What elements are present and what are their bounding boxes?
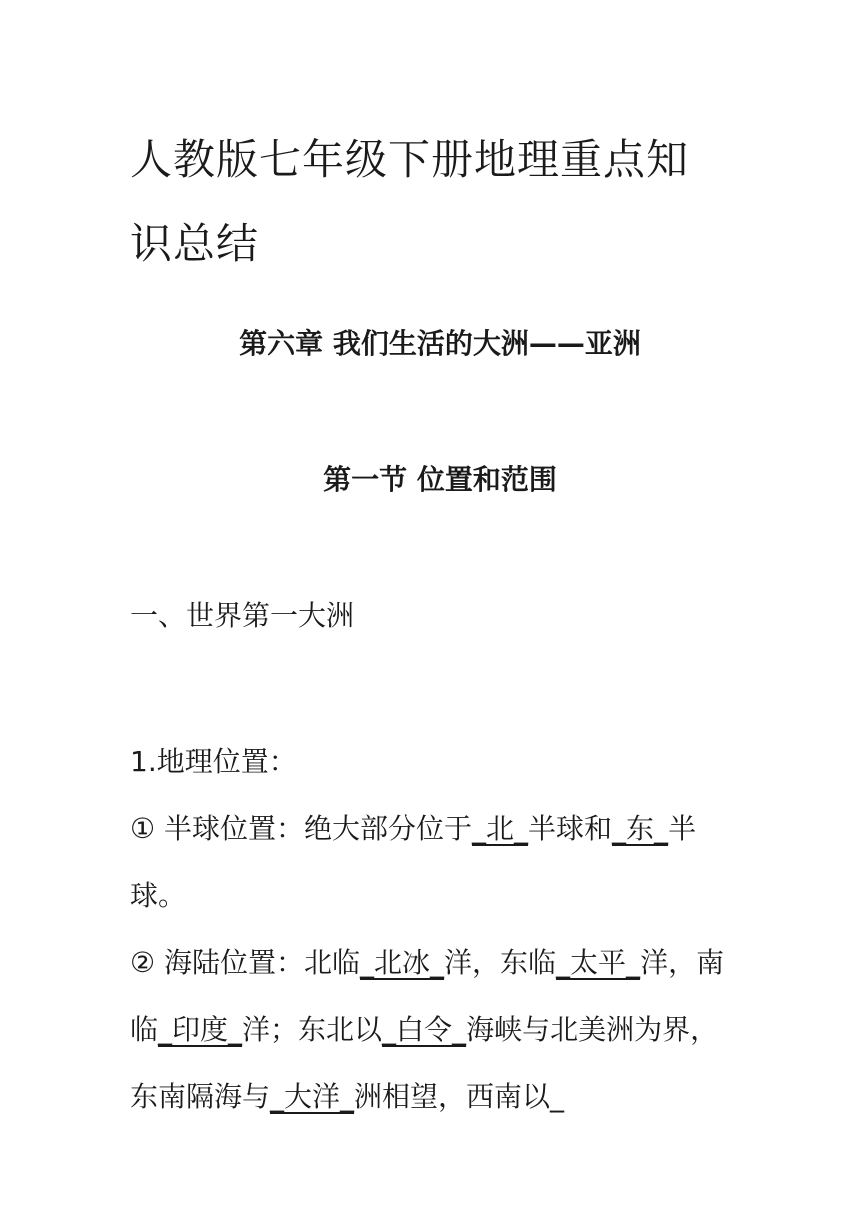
item-1-prefix: ① 半球位置：绝大部分位于 xyxy=(130,812,473,845)
blank-oceania: _大洋_ xyxy=(270,1080,355,1113)
document-title: 人教版七年级下册地理重点知识总结 xyxy=(130,135,690,268)
item-2-mid-3: 洋；东北以 xyxy=(242,1013,383,1046)
item-1-mid: 半球和 xyxy=(528,812,613,845)
item-sea-land-location xyxy=(130,929,740,1130)
item-2-prefix: ② 海陆位置：北临 xyxy=(130,946,361,979)
item-hemisphere-location xyxy=(130,795,740,929)
item-2-mid-1: 洋，东临 xyxy=(444,946,557,979)
blank-pacific: _太平_ xyxy=(556,946,641,979)
blank-indian: _印度_ xyxy=(158,1013,243,1046)
section-title: 第一节 位置和范围 xyxy=(323,463,557,496)
body-text xyxy=(130,728,740,1130)
blank-east: _东_ xyxy=(612,812,669,845)
heading-world-largest-continent: 一、世界第一大洲 xyxy=(130,599,355,632)
item-2-mid-5: 洲相望，西南以_ xyxy=(354,1080,565,1113)
chapter-title: 第六章 我们生活的大洲——亚洲 xyxy=(239,327,641,360)
blank-bering: _白令_ xyxy=(382,1013,467,1046)
item-1-suffix: 半球。 xyxy=(130,812,697,912)
blank-north: _北_ xyxy=(472,812,529,845)
item-2-mid-4: 海峡与北美洲为界，东南隔海与 xyxy=(130,1013,719,1113)
subheading-geographic-location: 1.地理位置： xyxy=(130,745,297,778)
item-2-mid-2: 洋，南临 xyxy=(130,946,725,1046)
blank-arctic: _北冰_ xyxy=(360,946,445,979)
